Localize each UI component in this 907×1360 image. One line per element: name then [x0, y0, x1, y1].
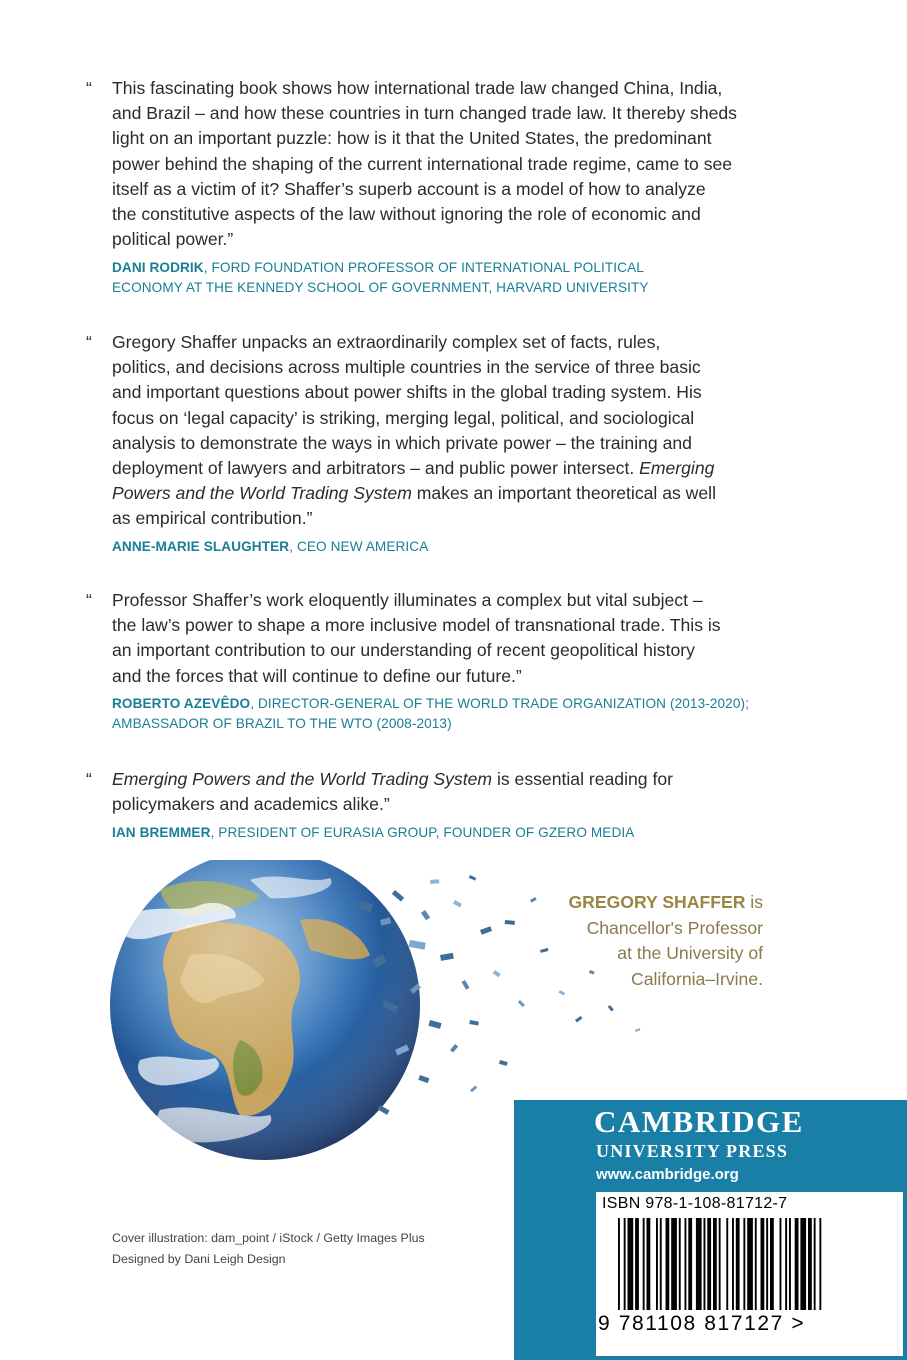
barcode-bar — [755, 1218, 757, 1310]
attribution-name: ANNE-MARIE SLAUGHTER — [112, 539, 290, 554]
barcode-bar — [819, 1218, 821, 1310]
quote-line: analysis to demonstrate the ways in which private power – the training and — [112, 432, 692, 453]
barcode-bar — [761, 1218, 765, 1310]
quote-line: politics, and decisions across multiple countries in the service of three basic — [112, 357, 701, 378]
barcode-bar — [785, 1218, 787, 1310]
review-quote-azevedo — [86, 588, 806, 689]
barcode-bar — [656, 1218, 658, 1310]
barcode-digits: 9 781108 817127 > — [598, 1312, 806, 1335]
barcode-bar — [770, 1218, 774, 1310]
quote-line: is essential reading for — [492, 769, 673, 789]
barcode-bar — [743, 1218, 745, 1310]
barcode-bar — [696, 1218, 702, 1310]
barcode-bar — [671, 1218, 677, 1310]
attribution-title: , FORD FOUNDATION PROFESSOR OF INTERNATIONAL POLITICAL — [203, 260, 644, 275]
book-title-italic: Powers and the World Trading System — [112, 483, 412, 504]
author-name: GREGORY SHAFFER — [568, 892, 746, 912]
publisher-url: www.cambridge.org — [596, 1166, 739, 1183]
publisher-block — [514, 1100, 907, 1360]
book-title-italic: Emerging — [639, 458, 715, 479]
review-quote-bremmer — [86, 767, 806, 817]
open-quote-mark: “ — [86, 590, 92, 610]
attribution-title: , CEO NEW AMERICA — [289, 539, 429, 554]
quote-line: and the forces that will continue to define our future.” — [112, 665, 522, 686]
barcode-bar — [789, 1218, 791, 1310]
barcode-bar — [685, 1218, 687, 1310]
quote-line: focus on ‘legal capacity’ is striking, merging legal, political, and sociological — [112, 407, 695, 428]
attribution-rodrik — [112, 258, 832, 298]
barcode-bar — [808, 1218, 812, 1310]
author-bio-text: Chancellor's Professor — [586, 917, 763, 938]
quote-line: an important contribution to our understanding of recent geopolitical history — [112, 640, 695, 661]
quote-line: deployment of lawyers and arbitrators – and public power intersect. — [112, 458, 640, 479]
barcode-bar — [635, 1218, 639, 1310]
barcode-bar — [795, 1218, 799, 1310]
quote-line: makes an important theoretical as well — [411, 483, 716, 504]
barcode-bar — [624, 1218, 626, 1310]
design-credit: Designed by Dani Leigh Design — [112, 1252, 286, 1266]
quote-line: Professor Shaffer’s work eloquently illuminates a complex but vital subject – — [112, 590, 703, 610]
barcode-bar — [704, 1218, 706, 1310]
barcode-bar — [747, 1218, 753, 1310]
attribution-name: ROBERTO AZEVÊDO — [112, 696, 251, 711]
author-bio — [483, 890, 763, 992]
quote-line: and important questions about power shifts in the global trading system. His — [112, 382, 702, 403]
quote-line: political power.” — [112, 229, 234, 250]
attribution-title: AMBASSADOR OF BRAZIL TO THE WTO (2008-2013) — [112, 716, 452, 731]
attribution-title: ECONOMY AT THE KENNEDY SCHOOL OF GOVERNMENT, HARVARD UNIVERSITY — [112, 280, 649, 295]
isbn-label: ISBN 978-1-108-81712-7 — [602, 1195, 788, 1212]
barcode-bar — [707, 1218, 711, 1310]
quote-line: the law’s power to shape a more inclusive model of transnational trade. This is — [112, 615, 721, 636]
barcode-bar — [800, 1218, 806, 1310]
review-quote-rodrik — [86, 76, 806, 252]
attribution-bremmer — [112, 823, 832, 843]
attribution-title: , PRESIDENT OF EURASIA GROUP, FOUNDER OF GZERO MEDIA — [210, 825, 635, 840]
barcode-bar — [679, 1218, 681, 1310]
author-bio-text: California–Irvine. — [630, 968, 763, 989]
barcode-bar — [732, 1218, 734, 1310]
attribution-name: IAN BREMMER — [112, 825, 211, 840]
publisher-logo: CAMBRIDGE — [594, 1104, 804, 1139]
review-quote-slaughter — [86, 330, 806, 532]
quote-line: Gregory Shaffer unpacks an extraordinarily complex set of facts, rules, — [112, 332, 661, 352]
attribution-title: , DIRECTOR-GENERAL OF THE WORLD TRADE ORGANIZATION (2013-2020); — [250, 696, 750, 711]
barcode-bar — [628, 1218, 634, 1310]
barcode-bar — [713, 1218, 717, 1310]
barcode-bar — [736, 1218, 740, 1310]
open-quote-mark: “ — [86, 332, 92, 352]
barcode-bar — [814, 1218, 816, 1310]
author-bio-text: at the University of — [617, 943, 763, 963]
quote-line: and Brazil – and how these countries in turn changed trade law. It thereby sheds — [112, 103, 737, 124]
illustration-credit: Cover illustration: dam_point / iStock / Getty Images Plus — [112, 1231, 425, 1245]
barcode-bar — [618, 1218, 620, 1310]
barcode-bar — [643, 1218, 645, 1310]
barcode-bar — [660, 1218, 662, 1310]
barcode — [604, 1218, 896, 1314]
cover-credits — [112, 1228, 425, 1270]
attribution-azevedo — [112, 694, 832, 734]
barcode-bar — [719, 1218, 721, 1310]
quote-line: the constitutive aspects of the law without ignoring the role of economic and — [112, 204, 701, 225]
barcode-bar — [666, 1218, 670, 1310]
barcode-bar — [780, 1218, 782, 1310]
barcode-bar — [726, 1218, 728, 1310]
attribution-name: DANI RODRIK — [112, 260, 204, 275]
quote-line: policymakers and academics alike.” — [112, 794, 390, 815]
barcode-bar — [766, 1218, 768, 1310]
publisher-subtitle: UNIVERSITY PRESS — [596, 1141, 789, 1161]
open-quote-mark: “ — [86, 78, 92, 98]
quote-line: itself as a victim of it? Shaffer’s superb account is a model of how to analyze — [112, 178, 706, 199]
quote-line: light on an important puzzle: how is it that the United States, the predominant — [112, 128, 712, 149]
quote-line: This fascinating book shows how international trade law changed China, India, — [112, 78, 723, 98]
barcode-bar — [647, 1218, 651, 1310]
quote-line: power behind the shaping of the current international trade regime, came to see — [112, 153, 733, 174]
open-quote-mark: “ — [86, 769, 92, 789]
book-title-italic: Emerging Powers and the World Trading System — [112, 769, 493, 789]
barcode-bar — [688, 1218, 692, 1310]
author-bio-text: is — [745, 892, 763, 912]
isbn-barcode-box — [596, 1192, 903, 1356]
quote-line: as empirical contribution.” — [112, 508, 313, 529]
attribution-slaughter — [112, 537, 832, 557]
